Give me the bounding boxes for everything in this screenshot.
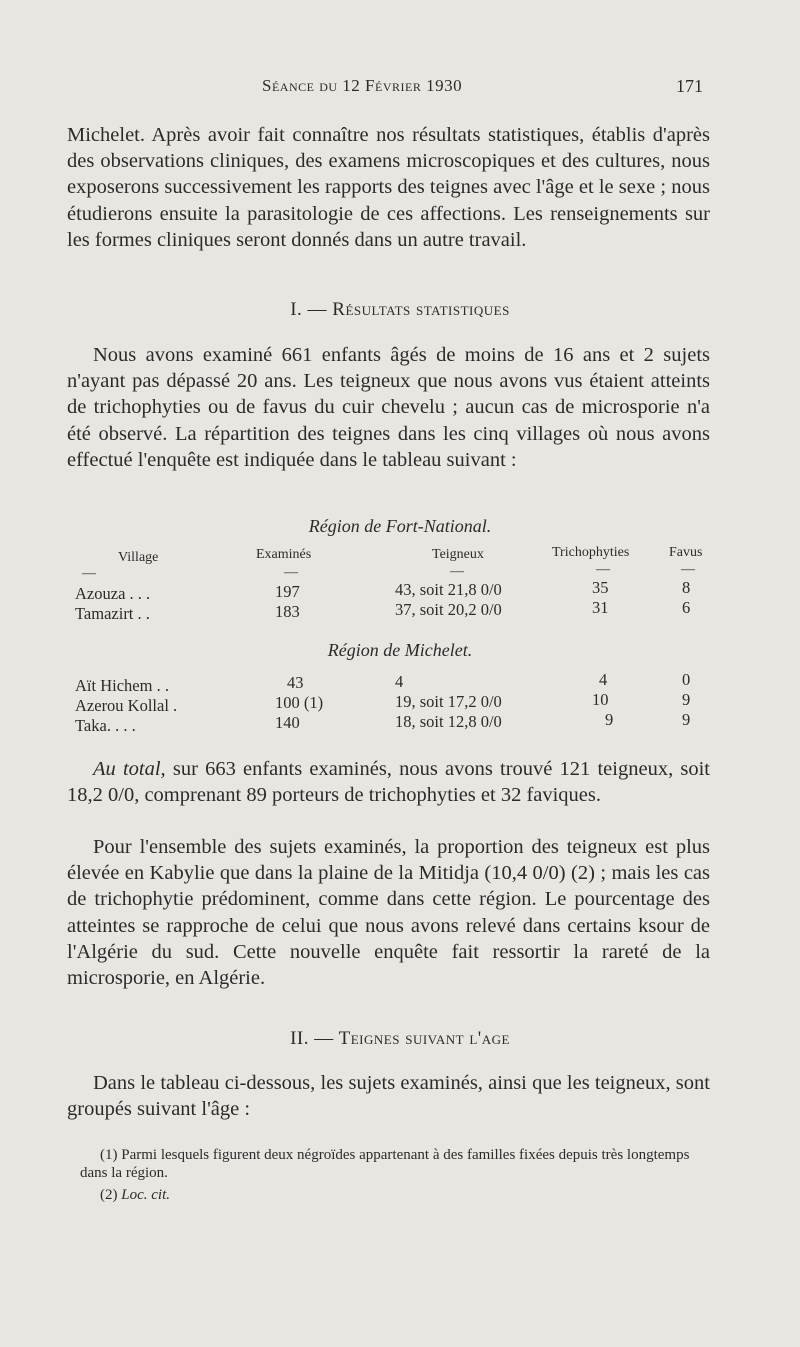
footnote-2-text: Loc. cit. [121,1187,170,1203]
table-dash: — [82,566,96,581]
table-cell-teigneux: 4 [395,672,404,691]
table-header-favus: Favus [669,545,703,560]
table-dash: — [681,562,695,577]
table-cell-favus: 9 [682,690,691,709]
paragraph-1: Nous avons examiné 661 enfants âgés de moins de 16 ans et 2 sujets n'ayant pas dépassé 20 ans. Les teigneux que nous avons vus étaient atteints de trichophyties ou de favus du cuir chevelu ; aucun cas de microsporie n'a été observé. La répartition des teignes dans les cinq villages où nous avons effectué l'enquête est indiquée dans le tableau suivant : [67,344,710,471]
intro-paragraph: Michelet. Après avoir fait connaître nos résultats statistiques, établis d'après des observations cliniques, des examens microscopiques et des cultures, nous exposerons successivement les rapports des teignes avec l'âge et le sexe ; nous étudierons ensuite la parasitologie de ces affections. Les renseignements sur les formes cliniques seront donnés dans un autre travail. [67,124,710,251]
table-cell-teigneux: 43, soit 21,8 0/0 [395,580,502,599]
table-cell-favus: 6 [682,598,691,617]
table-cell-trichophyties: 4 [599,670,608,689]
table-region-michelet: Région de Michelet. [327,640,473,660]
table-cell-teigneux: 37, soit 20,2 0/0 [395,600,502,619]
table-header-teigneux: Teigneux [432,547,484,562]
paragraph-2-text: sur 663 enfants examinés, nous avons trouvé 121 teigneux, soit 18,2 0/0, comprenant 89 porteurs de trichophyties et 32 faviques. [67,758,710,807]
running-head [0,76,800,104]
table-cell-trichophyties: 31 [592,598,609,617]
table-header-examines: Examinés [256,547,312,562]
section-heading-1: I. — Résultats statistiques [290,299,510,320]
footnote-1: (1) Parmi lesquels figurent deux négroïdes appartenant à des familles fixées depuis très longtemps dans la région. [80,1147,690,1181]
table-cell-examines: 100 (1) [275,693,324,712]
running-head-title: Séance du 12 Février 1930 [262,76,463,95]
table-cell-teigneux: 18, soit 12,8 0/0 [395,712,502,731]
paragraph-4: Dans le tableau ci-dessous, les sujets examinés, ainsi que les teigneux, sont groupés suivant l'âge : [67,1072,710,1121]
table-cell-examines: 140 [275,713,300,732]
table-cell-village: Azouza . . . [75,584,151,603]
table-dash: — [284,565,298,580]
table-header-village: Village [118,550,159,565]
table-cell-village: Taka. . . . [75,716,136,735]
paragraph-3: Pour l'ensemble des sujets examinés, la proportion des teigneux est plus élevée en Kabylie que dans la plaine de la Mitidja (10,4 0/0) (2) ; mais les cas de trichophytie prédominent, comme dans cette région. Le pourcentage des atteintes se rapproche de celui que nous avons relevé dans certains ksour de l'Algérie du sud. Cette nouvelle enquête fait ressortir la rareté de la microsporie, en Algérie. [67,836,710,990]
table-dash: — [450,564,464,579]
table-cell-examines: 197 [275,582,300,601]
footnote-2-number: (2) [100,1187,118,1203]
table-cell-favus: 8 [682,578,691,597]
table-cell-village: Azerou Kollal . [75,696,178,715]
table-cell-favus: 0 [682,670,691,689]
page-number: 171 [676,76,703,96]
table-cell-village: Aït Hichem . . [75,676,169,695]
table-cell-examines: 183 [275,602,300,621]
paragraph-2-italic: Au total, [93,758,166,780]
table-cell-village: Tamazirt . . [75,604,150,623]
table-cell-examines: 43 [287,673,304,692]
table-cell-trichophyties: 35 [592,578,609,597]
footnote-2 [80,1186,720,1204]
table-cell-teigneux: 19, soit 17,2 0/0 [395,692,502,711]
table-cell-trichophyties: 10 [592,690,609,709]
table-region-fort-national: Région de Fort-National. [308,516,492,536]
table-cell-trichophyties: 9 [605,710,614,729]
table-dash: — [596,562,610,577]
section-heading-2: II. — Teignes suivant l'age [290,1028,510,1049]
paragraph-2 [67,756,710,808]
table-cell-favus: 9 [682,710,691,729]
table-header-trichophyties: Trichophyties [552,545,630,560]
